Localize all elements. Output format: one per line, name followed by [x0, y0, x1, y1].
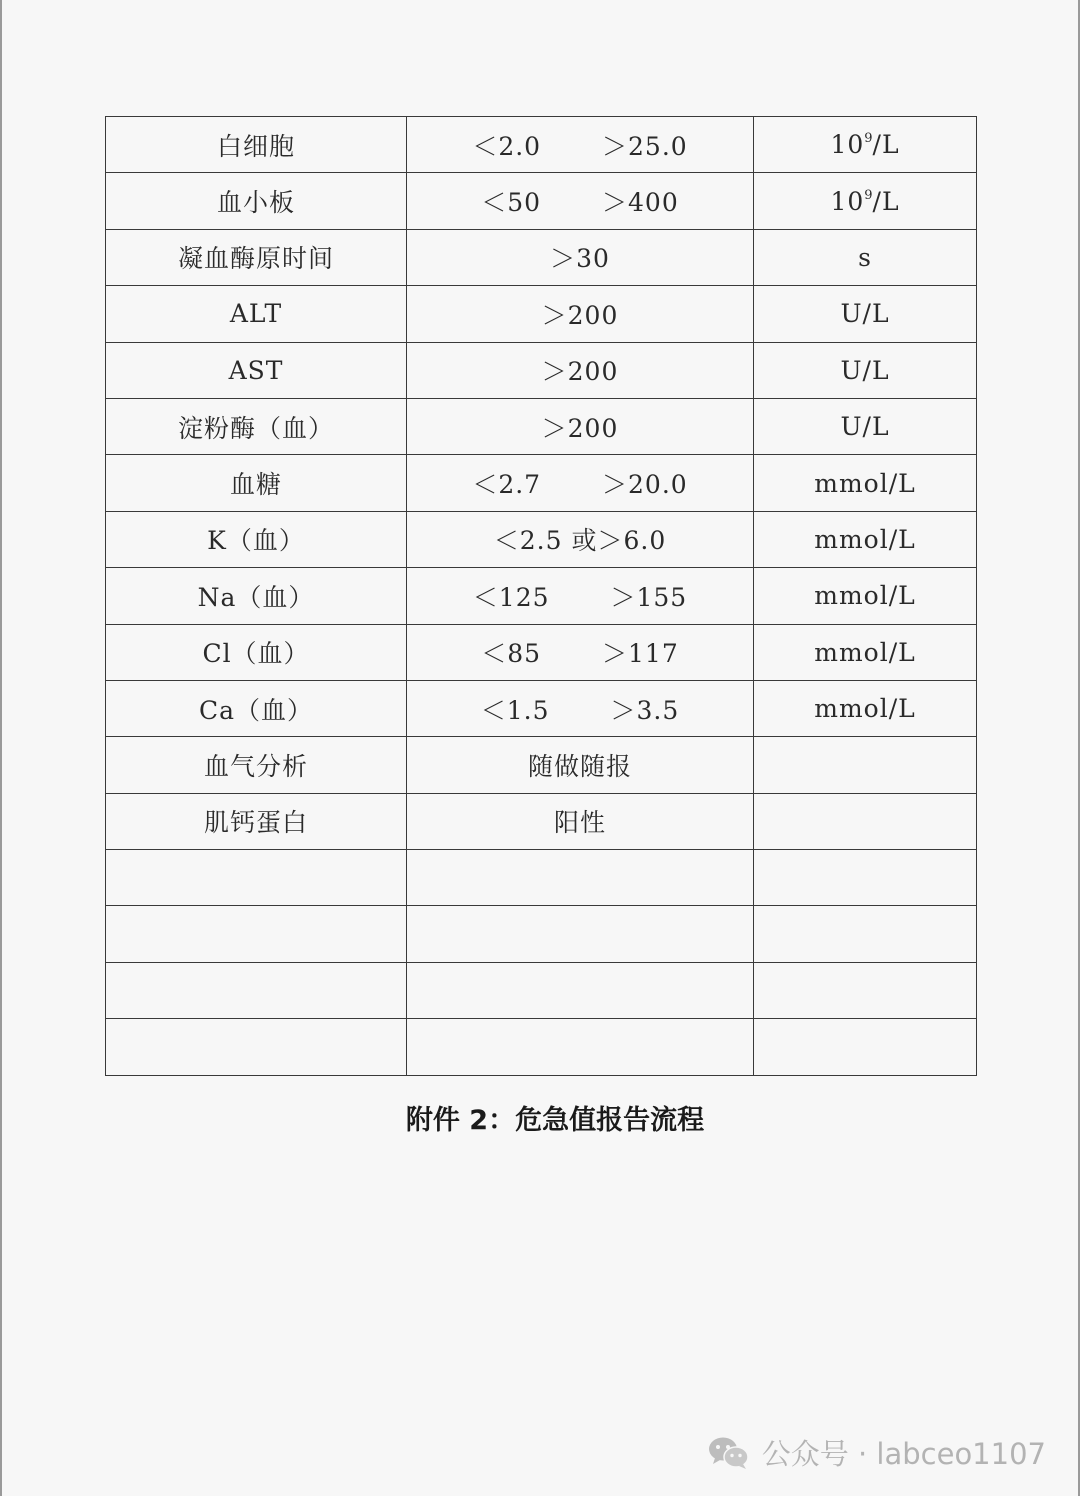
item-cell: 血气分析 [106, 737, 407, 793]
item-cell: AST [106, 342, 407, 398]
unit-cell: s [754, 229, 977, 285]
item-cell: Ca（血） [106, 680, 407, 736]
range-cell [407, 962, 754, 1018]
unit-cell: mmol/L [754, 624, 977, 680]
item-cell: 凝血酶原时间 [106, 229, 407, 285]
item-cell [106, 962, 407, 1018]
range-cell: 随做随报 [407, 737, 754, 793]
table-row-empty [106, 962, 977, 1018]
unit-cell [754, 1019, 977, 1075]
table-row [106, 117, 977, 173]
page-edge-left [0, 0, 2, 1496]
unit-cell [754, 117, 977, 173]
unit-cell [754, 173, 977, 229]
table-row-empty [106, 850, 977, 906]
unit-cell [754, 850, 977, 906]
unit-rest: /L [872, 186, 900, 216]
table-row [106, 624, 977, 680]
range-cell: ＞200 [407, 342, 754, 398]
unit-cell [754, 906, 977, 962]
table-row [106, 398, 977, 454]
table-row [106, 286, 977, 342]
range-cell: 阳性 [407, 793, 754, 849]
table-row [106, 568, 977, 624]
table-row [106, 737, 977, 793]
unit-superscript: 9 [864, 187, 873, 203]
table-row [106, 511, 977, 567]
range-cell [407, 906, 754, 962]
table-row [106, 680, 977, 736]
item-cell: K（血） [106, 511, 407, 567]
unit-base: 10 [830, 130, 865, 160]
unit-superscript: 9 [864, 131, 873, 147]
critical-values-table [105, 116, 977, 1076]
watermark-text: 公众号 · labceo1107 [761, 1437, 1046, 1471]
range-cell: ＜85 ＞117 [407, 624, 754, 680]
item-cell: 淀粉酶（血） [106, 398, 407, 454]
table-row [106, 793, 977, 849]
unit-cell: mmol/L [754, 455, 977, 511]
wechat-icon [708, 1436, 750, 1470]
range-cell: ＞200 [407, 286, 754, 342]
unit-cell [754, 793, 977, 849]
item-cell: Cl（血） [106, 624, 407, 680]
range-cell: ＜50 ＞400 [407, 173, 754, 229]
table-row [106, 173, 977, 229]
item-cell: 肌钙蛋白 [106, 793, 407, 849]
range-cell: ＜2.0 ＞25.0 [407, 117, 754, 173]
range-cell [407, 850, 754, 906]
unit-cell: mmol/L [754, 511, 977, 567]
item-cell [106, 850, 407, 906]
range-cell: ＜1.5 ＞3.5 [407, 680, 754, 736]
unit-base: 10 [830, 186, 865, 216]
table-row-empty [106, 906, 977, 962]
item-cell [106, 1019, 407, 1075]
range-cell: ＞30 [407, 229, 754, 285]
unit-cell: U/L [754, 398, 977, 454]
range-cell: ＜2.7 ＞20.0 [407, 455, 754, 511]
item-cell: 白细胞 [106, 117, 407, 173]
unit-cell [754, 737, 977, 793]
table-row [106, 342, 977, 398]
table-row-empty [106, 1019, 977, 1075]
item-cell: Na（血） [106, 568, 407, 624]
range-cell: ＜125 ＞155 [407, 568, 754, 624]
unit-cell: U/L [754, 286, 977, 342]
item-cell: 血糖 [106, 455, 407, 511]
range-cell: ＞200 [407, 398, 754, 454]
table-row [106, 229, 977, 285]
unit-cell: mmol/L [754, 680, 977, 736]
unit-cell [754, 962, 977, 1018]
range-cell: ＜2.5 或＞6.0 [407, 511, 754, 567]
item-cell: 血小板 [106, 173, 407, 229]
unit-cell: U/L [754, 342, 977, 398]
unit-rest: /L [872, 130, 900, 160]
item-cell: ALT [106, 286, 407, 342]
table-row [106, 455, 977, 511]
attachment-caption: 附件 2：危急值报告流程 [405, 1105, 705, 1136]
item-cell [106, 906, 407, 962]
watermark [708, 1432, 1046, 1473]
unit-cell: mmol/L [754, 568, 977, 624]
range-cell [407, 1019, 754, 1075]
